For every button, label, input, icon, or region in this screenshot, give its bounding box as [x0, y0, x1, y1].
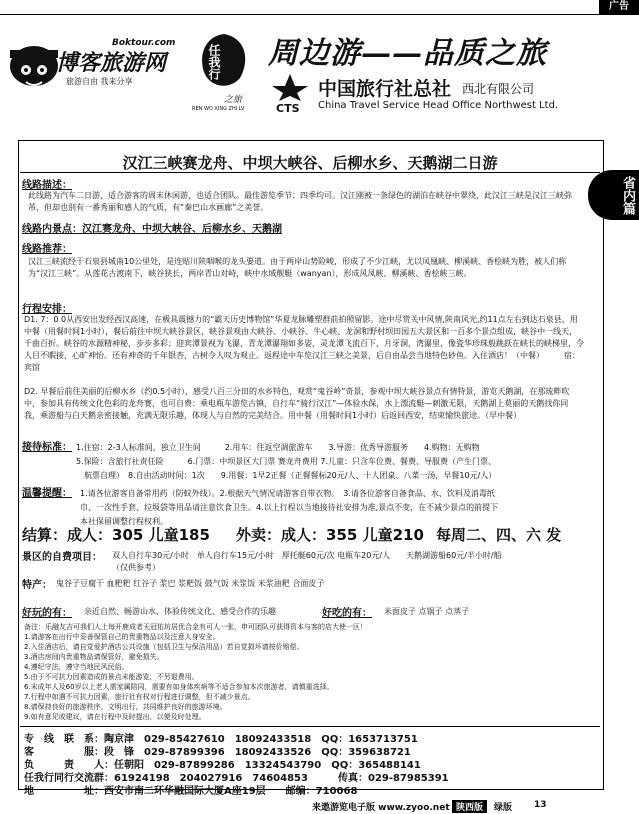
food-label: 好吃的有： [322, 608, 372, 619]
boktour-brand: 博客旅游网 [56, 51, 167, 76]
cts-branch: 西北有限公司 [462, 82, 535, 96]
contact-value: 西安市南二环华融国际大厦A座19层 邮编：710068 [104, 786, 358, 797]
note-item: 7.行程中如遇不可抗力因素，旅行社有权对行程进行调整，但不减少景点。 [24, 693, 255, 701]
cts-mark: CTS [276, 102, 300, 115]
specialty-text: 鬼谷子豆腐干 血粑粑 红谷子 浆巴 浆粑饭 鼓气饭 米浆饭 米浆油粑 合面皮子 [56, 579, 325, 588]
slogan: 周边游——品质之旅 [268, 36, 547, 71]
settle-adult: 305 [112, 526, 144, 544]
itinerary-day1: D1. 7：0 0从西安出发经西汉高速，在极具震撼力的“霸天历史博物馆”华夏龙脉雕塑群前拍照留影。途中尽赏关中风情,陕南风光,约11点左右到达石泉县，用中餐（用餐时间1小时），餐后前往中坝大峡谷景区，峡谷景观由大峡谷、小峡谷、牛心峡、龙洞和野村坝田园五大景区和一百多个景点组成，峡谷中一线天，千曲百折。峡谷的水源精神秘，步步多彩；迎宾潭景视为飞瀑，青龙潭瀑翔如多姿，灵龙潭飞流百下，月牙洞，湾瀑里，像瓷华珍珠般跳跃在峡长的峡梯里，令人目不暇接，心旷神怡。还有神奇的千年银杏，古树令人叹为观止。返程途中车览汉江三峡之美景，后自由品尝当地特色砂鱼。入住酒店！（中餐） 宿：宾馆 [24, 315, 584, 372]
price-retail [236, 524, 424, 545]
departure-days: 每周二、四、六 发 [436, 526, 562, 544]
renwoxing-seal-icon [196, 30, 252, 90]
settle-child: 185 [178, 526, 210, 544]
itinerary-day2: D2. 早餐后前往美丽的后柳水乡（约0.5小时），感受八百三分田的水乡特色，观赏“鬼谷岭”奇景，参观中坝大峡谷景点有情特景，游览天鹅湖，在那琉畔吹中，参加具有传统文化色彩的龙舟赛，也可自费：乘电瓶车游览古镇，自行车“骑行汉江”—体验水保，水上漂流艇—刺激无限，天鹅湖上莫丽的天鹅找你同我，乘游船与白天鹅亲密接触，充满无限乐趣，体现人与自然的完美结合。用中餐（用餐时间1小时）后返回西安，结束愉快旅途。（早中餐） [24, 387, 570, 420]
sell-label: 外卖：成人： [236, 526, 327, 544]
top-rule [0, 14, 639, 15]
contact-value: 任朝阳 029-87899286 13324543790 QQ：365488141 [114, 760, 421, 771]
notes-block [24, 622, 594, 722]
cts-logo [270, 72, 310, 116]
warning-line: 1.请各位游客自备常用药（防蚊外线）。2.根据天气情况请游客自带衣物。 3.请各位游客自备食品、水、饮料及消毒纸 [80, 489, 495, 498]
contact-value: 陶京津 029-85427610 18092433518 QQ：1653713751 [104, 734, 418, 745]
renwoxing-en: REN WO XING ZHI LV [192, 106, 245, 112]
side-tab: 省内篇 [588, 170, 639, 220]
warning-label: 温馨提醒： [22, 488, 72, 499]
page-number: 13 [534, 800, 547, 810]
boktour-tagline: 旅游自由 我来分享 [66, 77, 133, 86]
note-item: 8.请保持良好的旅游秩序，文明出行，共同维护良好的旅游环境。 [24, 703, 227, 711]
note-item: 4.遵纪守法，遵守当地民风民俗。 [24, 663, 129, 671]
renwoxing-sub: 之旅 [224, 95, 243, 105]
note-item: 5.由于不可抗力因素造成的景点未能游览，不另退费用。 [24, 673, 199, 681]
note-item: 2.入住酒店后，请自觉爱护酒店公共设施（包括卫生与保洁用品）若自觉损坏请按价赔偿。 [24, 643, 304, 651]
optional-text: 双人自行车30元/小时 单人自行车15元/小时 厚托艇60元/次 电瓶车20元/人 天鹅湖游船60元/半小时/船 [112, 551, 502, 560]
fun-label: 好玩的有： [22, 608, 72, 619]
cts-name-en: China Travel Service Head Office Northwest Ltd. [318, 100, 559, 111]
note-item: 备注：乐融友吉可我们人上每开鹿成者天冠佑坊居优合金有可人一张，申可团队可获得资本与客的店大使一区！ [24, 623, 367, 631]
contact-value: 61924198 204027916 74604853 传真：029-87985391 [114, 773, 449, 784]
note-item: 3.酒店房间内贵重物品请保管好，避免损失。 [24, 653, 164, 661]
optional-label: 景区的自费项目： [22, 552, 102, 563]
boktour-logo [4, 36, 184, 96]
route-title: 汉江三峡赛龙舟、中坝大峡谷、后柳水乡、天鹅湖二日游 [122, 154, 498, 172]
boktour-url: Boktour.com [112, 38, 176, 48]
standards-label: 接待标准： [22, 442, 72, 453]
contact-line [24, 782, 357, 797]
spots-label: 线路内景点：汉江赛龙舟、中坝大峡谷、后柳水乡、天鹅湖 [22, 224, 282, 235]
itinerary-label: 行程安排： [22, 304, 72, 315]
fun-text: 亲近自然、畅游山水、体验传统文化、感受合作的乐趣 [84, 607, 276, 616]
rec-label: 线路推荐： [22, 244, 72, 255]
specialty-label: 特产： [22, 580, 52, 591]
contact-label: 地 址： [24, 786, 104, 797]
rec-text: 汉江三峡流经于石泉县城南10公里处，是连贴川陕咽喉的龙头要道。由于两岸山势险峻，形成了不少江峡，尤以凤凰峡、柳溪峡、香桧峡为胜，被人们称为“汉江三峡”。从莲花古渡南下，峡谷狭长，两岸青山对峙，峡中水域舰艇（wanyan），形成风凤峡、柳溪峡、香桧峡三峡。 [28, 257, 567, 278]
standards-line: 航票自理） 8.自由活动时间：1次 9.用餐：1早2正餐（正餐餐标20元/人、十人团桌、八菜一汤，早餐10元/人） [76, 471, 497, 480]
sell-child-label: 儿童 [362, 526, 393, 544]
desc-text: 此线路为汽车二日游，适合游客的周末休闲游，也适合团队。最佳游览季节：四季均可。汉江刚被一条绿色的湖泊在峡谷中翠绕，此汉江三峡是汉江三峡弥芾，但却也别有一番秀丽和感人的气质，有“秦巴山水画廊”之美誉。 [28, 191, 572, 212]
renwoxing-name: 任我行 [207, 44, 221, 80]
food-text: 米面皮子 点锅子 点蒸子 [384, 607, 470, 616]
footer-edition-tag: 陕西版 [452, 800, 487, 813]
footer-text: 来遨游览电子版 www.zyoo.net [312, 803, 450, 813]
warning-line: 巾、一次性手套、垃圾袋等用品请注意饮食卫生。4.以上行程以当地接待社安排为准,景点不变，在不减少景点的前提下 [80, 503, 499, 512]
footer-edition: 绿版 [494, 803, 513, 813]
cts-star-icon [270, 72, 310, 102]
contacts-rule [20, 726, 600, 727]
renwoxing-logo [192, 30, 252, 116]
contact-label: 专 线 联 系： [24, 734, 104, 745]
note-item: 1.请游客在出行中妥善保管自己的贵重物品以及注意人身安全。 [24, 633, 220, 641]
cts-name-cn: 中国旅行社总社 [318, 78, 452, 100]
contact-label: 任我行同行交流群： [24, 773, 114, 784]
standards-line: 1.住宿：2-3人标准间，独立卫生间 2.用车：往返空调旅游车 3.导游：优秀导游服务 4.购物：无购物 [76, 443, 480, 452]
standards-line: 5.保险：含旅行社责任险 6.门票：中坝景区大门票 赛龙舟费用 7.儿童：只含车位费、餐费、导服费（产生门票、 [76, 457, 496, 466]
optional-note: （仅供参考） [112, 563, 160, 572]
sell-adult: 355 [326, 526, 358, 544]
contact-label: 客 服： [24, 747, 104, 758]
ad-tag: 广告 [599, 0, 639, 14]
note-item: 6.未成年人及60岁以上老人需家属陪同，需要有如身体疾病等不适合参加本次旅游者，请慎重选择。 [24, 683, 334, 691]
desc-label: 线路描述： [22, 180, 72, 191]
title-rule [20, 172, 600, 173]
warning-line: 本社保留调整行程权利。 [80, 517, 168, 526]
price-settlement [22, 524, 210, 545]
settle-label: 结算：成人： [22, 526, 113, 544]
contact-value: 段 锋 029-87899396 18092433526 QQ：359638721 [104, 747, 411, 758]
sell-child: 210 [392, 526, 424, 544]
settle-child-label: 儿童 [148, 526, 179, 544]
contact-label: 负 责 人： [24, 760, 114, 771]
note-item: 9.如有意见或建议，请在行程中及时提出，以便及时处理。 [24, 713, 206, 721]
